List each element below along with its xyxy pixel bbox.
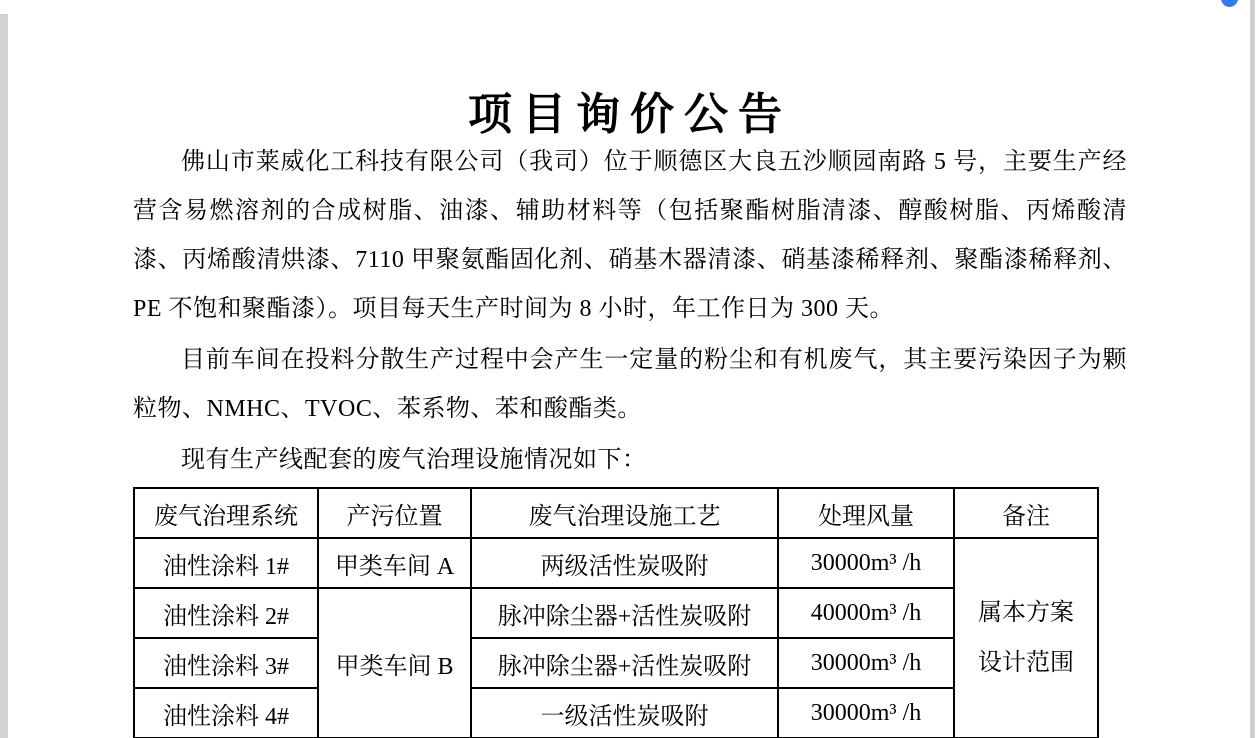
cell-airflow: 30000m³ /h xyxy=(778,538,954,588)
table-header-row xyxy=(134,488,1098,538)
cell-airflow: 30000m³ /h xyxy=(778,638,954,688)
cell-system: 油性涂料 4# xyxy=(134,688,318,738)
column-header-airflow: 处理风量 xyxy=(778,488,954,538)
remark-line-1: 属本方案 xyxy=(978,600,1074,626)
cell-system: 油性涂料 2# xyxy=(134,588,318,638)
column-header-system: 废气治理系统 xyxy=(134,488,318,538)
cell-process: 脉冲除尘器+活性炭吸附 xyxy=(471,588,778,638)
paragraph-company-intro: 佛山市莱威化工科技有限公司（我司）位于顺德区大良五沙顺园南路 5 号，主要生产经营含易燃溶剂的合成树脂、油漆、辅助材料等（包括聚酯树脂清漆、醇酸树脂、丙烯酸清漆、丙烯酸清烘漆、7110 甲聚氨酯固化剂、硝基木器清漆、硝基漆稀释剂、聚酯漆稀释剂、PE 不饱和聚酯漆）。项目每天生产时间为 8 小时，年工作日为 300 天。 xyxy=(133,149,1127,322)
table-row xyxy=(134,538,1098,588)
table-row xyxy=(134,638,1098,688)
cell-system: 油性涂料 3# xyxy=(134,638,318,688)
treatment-facilities-table xyxy=(133,487,1099,738)
collaborator-indicator-icon[interactable] xyxy=(1221,0,1238,7)
cell-process: 脉冲除尘器+活性炭吸附 xyxy=(471,638,778,688)
column-header-remark: 备注 xyxy=(954,488,1098,538)
cell-remark-merged xyxy=(954,538,1098,738)
remark-line-2: 设计范围 xyxy=(978,650,1074,676)
cell-location-merged: 甲类车间 B xyxy=(318,588,471,738)
table-row xyxy=(134,588,1098,638)
paragraph-table-lead-in: 现有生产线配套的废气治理设施情况如下： xyxy=(181,447,647,473)
cell-airflow: 40000m³ /h xyxy=(778,588,954,638)
cell-process: 两级活性炭吸附 xyxy=(471,538,778,588)
cell-process: 一级活性炭吸附 xyxy=(471,688,778,738)
table-row xyxy=(134,688,1098,738)
cell-system: 油性涂料 1# xyxy=(134,538,318,588)
column-header-process: 废气治理设施工艺 xyxy=(471,488,778,538)
paragraph-pollutants: 目前车间在投料分散生产过程中会产生一定量的粉尘和有机废气，其主要污染因子为颗粒物、NMHC、TVOC、苯系物、苯和酸酯类。 xyxy=(133,347,1127,422)
page-title: 项目询价公告 xyxy=(468,90,792,139)
cell-location: 甲类车间 A xyxy=(318,538,471,588)
column-header-location: 产污位置 xyxy=(318,488,471,538)
cell-airflow: 30000m³ /h xyxy=(778,688,954,738)
